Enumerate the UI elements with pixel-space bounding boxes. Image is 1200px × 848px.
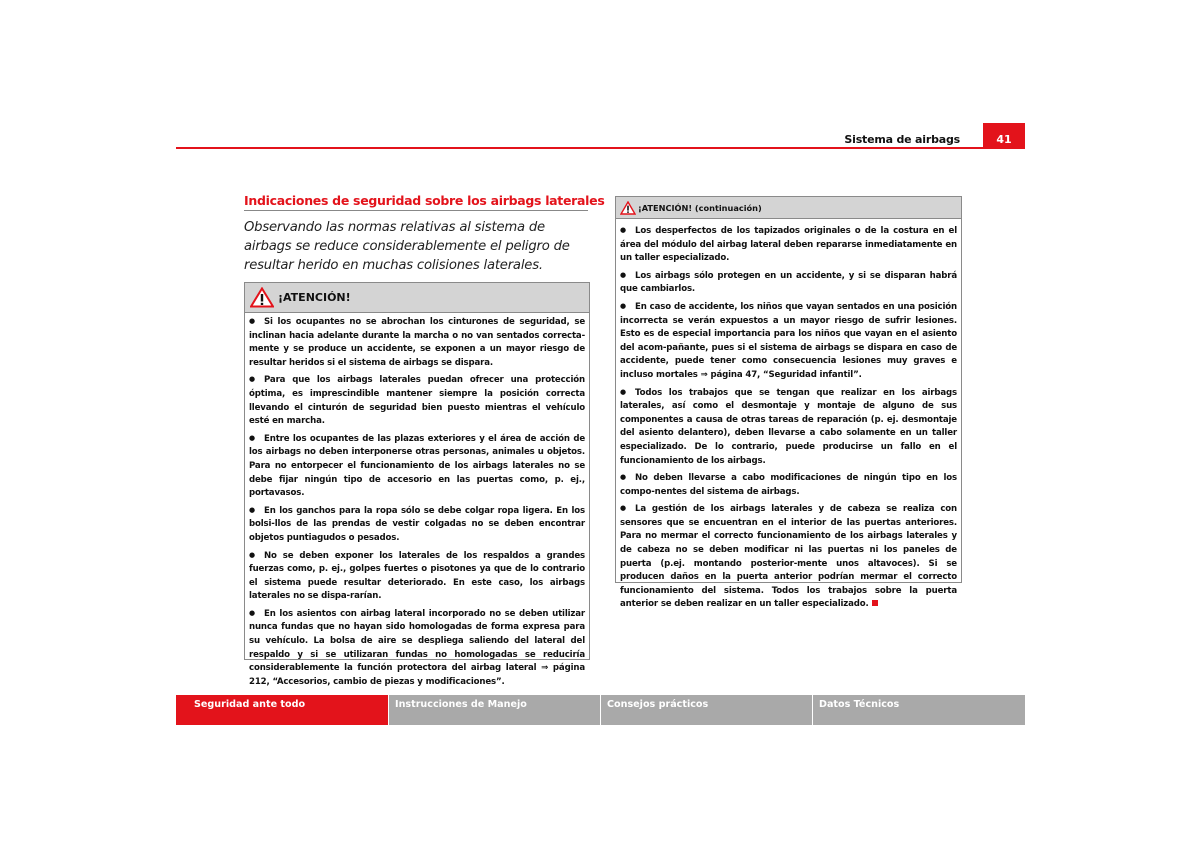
warning-body xyxy=(616,219,961,612)
page-number: 41 xyxy=(983,123,1025,148)
warning-item: ●En caso de accidente, los niños que vayan sentados en una posición incorrecta se verán expuestos a un mayor riesgo de sufrir lesiones. Esto es de especial importancia para los niños que vayan en el asiento del acom-pañante, pues si el sistema de airbags se dispara en caso de accidente, puede tener como consecuencia lesiones muy graves e incluso mortales ⇒ página 47, “Seguridad infantil”. xyxy=(620,300,957,383)
warning-title: ¡ATENCIÓN! (continuación) xyxy=(638,203,762,213)
section-intro: Observando las normas relativas al sistema de airbags se reduce considerablemente el peligro de resultar herido en muchas colisiones laterales. xyxy=(244,220,570,273)
end-of-section-icon xyxy=(872,600,878,606)
warning-title: ¡ATENCIÓN! xyxy=(278,291,351,304)
bullet-icon xyxy=(249,504,264,519)
footer-tab-consejos[interactable]: Consejos prácticos xyxy=(601,695,812,725)
warning-item: ●Para que los airbags laterales puedan ofrecer una protección óptima, es imprescindible mantener siempre la posición correcta llevando el cinturón de seguridad bien puesto mientras el vehículo esté en marcha. xyxy=(249,373,585,428)
bullet-icon xyxy=(249,315,264,330)
warning-item: ●En los asientos con airbag lateral incorporado no se deben utilizar nunca fundas que no hayan sido homologadas de forma expresa para su vehículo. La bolsa de aire se despliega saliendo del lateral del respaldo y si se utilizaran fundas no homologadas se reduciría considerablemente la función protectora del airbag lateral ⇒ página 212, “Accesorios, cambio de piezas y modificaciones”. xyxy=(249,607,585,690)
bullet-icon xyxy=(620,269,635,284)
bullet-icon xyxy=(620,386,635,401)
bullet-icon xyxy=(249,373,264,388)
bullet-icon xyxy=(249,432,264,447)
warning-item: ●Los desperfectos de los tapizados originales o de la costura en el área del módulo del airbag lateral deben repararse inmediatamente en un taller especializado. xyxy=(620,224,957,266)
section-title: Indicaciones de seguridad sobre los airbags laterales xyxy=(244,193,605,208)
warning-triangle-icon xyxy=(250,287,274,312)
warning-item: ●La gestión de los airbags laterales y de cabeza se realiza con sensores que se encuentran en el interior de las puertas anteriores. Para no mermar el correcto funcionamiento de los airbags laterales y de cabeza no se deben modificar ni las puertas ni los paneles de puerta (p.ej. montando posterior-mente unos altavoces). Si se producen daños en la puerta anterior podrían mermar el correcto funcionamiento del sistema. Todos los trabajos sobre la puerta anterior se deben realizar en un taller especializado. xyxy=(620,502,957,612)
warning-header xyxy=(245,283,589,313)
warning-item: ●No deben llevarse a cabo modificaciones de ningún tipo en los compo-nentes del sistema de airbags. xyxy=(620,471,957,499)
bullet-icon xyxy=(620,471,635,486)
bullet-icon xyxy=(620,224,635,239)
footer-tab-datos[interactable]: Datos Técnicos xyxy=(813,695,1025,725)
warning-header xyxy=(616,197,961,219)
section-rule xyxy=(244,210,588,211)
warning-box xyxy=(244,282,590,687)
header-section-title: Sistema de airbags xyxy=(844,133,960,146)
footer-tab-seguridad[interactable]: Seguridad ante todo xyxy=(176,695,388,725)
warning-item: ●En los ganchos para la ropa sólo se debe colgar ropa ligera. En los bolsi-llos de las prendas de vestir colgadas no se deben encontrar objetos puntiagudos o pesados. xyxy=(249,504,585,546)
bullet-icon xyxy=(249,607,264,622)
warning-item: ●Entre los ocupantes de las plazas exteriores y el área de acción de los airbags no deben interponerse otras personas, animales u objetos. Para no entorpecer el funcionamiento de los airbags laterales no se debe fijar ningún tipo de accesorio en las puertas como, p. ej., portavasos. xyxy=(249,432,585,501)
header-rule xyxy=(176,147,1025,149)
warning-item: ●No se deben exponer los laterales de los respaldos a grandes fuerzas como, p. ej., golpes fuertes o pisotones ya que de lo contrario el sistema puede resultar deteriorado. En este caso, los airbags laterales no se dispa-rarían. xyxy=(249,549,585,604)
bullet-icon xyxy=(620,300,635,315)
warning-item: ●Los airbags sólo protegen en un accidente, y si se disparan habrá que cambiarlos. xyxy=(620,269,957,297)
warning-item: ●Si los ocupantes no se abrochan los cinturones de seguridad, se inclinan hacia adelante durante la marcha o no van sentados correcta-mente y se produce un accidente, se exponen a un mayor riesgo de resultar heridos si el sistema de airbags se dispara. xyxy=(249,315,585,370)
warning-item: ●Todos los trabajos que se tengan que realizar en los airbags laterales, así como el desmontaje y montaje de alguno de sus componentes a causa de otras tareas de reparación (p. ej. desmontaje del asiento delantero), deben llevarse a cabo solamente en un taller especializado. De lo contrario, puede producirse un fallo en el funcionamiento de los airbags. xyxy=(620,386,957,469)
bullet-icon xyxy=(249,549,264,564)
warning-triangle-icon xyxy=(620,200,636,219)
footer-tab-instrucciones[interactable]: Instrucciones de Manejo xyxy=(389,695,600,725)
warning-box-continuation xyxy=(615,196,962,610)
bullet-icon xyxy=(620,502,635,517)
warning-body xyxy=(245,313,589,689)
